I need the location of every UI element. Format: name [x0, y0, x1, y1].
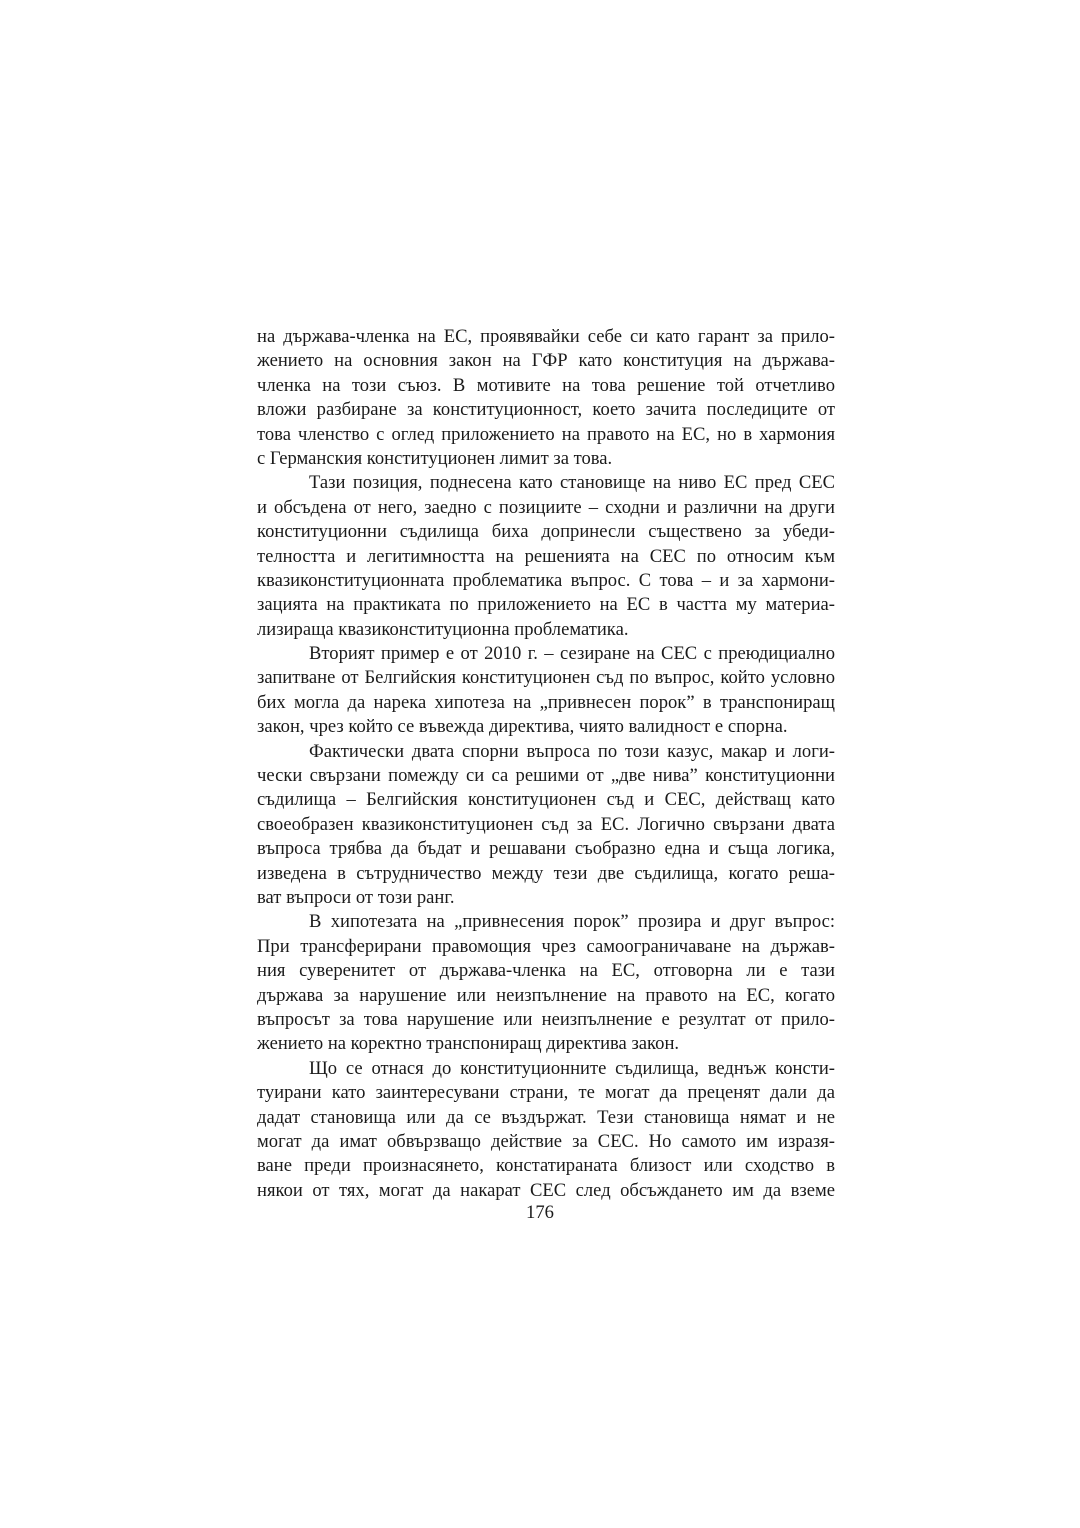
text-line: държава за нарушение или неизпълнение на правото на ЕС, когато: [257, 984, 835, 1006]
text-line: на държава-членка на ЕС, проявявайки себе си като гарант за прило-: [257, 326, 835, 347]
page-number: 176: [526, 1202, 554, 1223]
text-line: въпроса трябва да бъдат и решавани съобразно една и съща логика,: [257, 838, 835, 860]
text-line: При трансферирани правомощия чрез самоограничаване на държав-: [257, 935, 835, 957]
text-line: запитване от Белгийския конституционен съд по въпрос, който условно: [257, 667, 835, 689]
text-line: ване преди произнасянето, констатираната близост или сходство в: [257, 1155, 835, 1177]
text-line: закон, чрез който се въвежда директива, чиято валидност е спорна.: [257, 716, 788, 738]
text-line: с Германския конституционен лимит за това.: [257, 447, 613, 469]
text-line: телността и легитимността на решенията на СЕС по относим към: [257, 545, 835, 567]
text-line: Фактически двата спорни въпроса по този казус, макар и логи-: [309, 740, 835, 762]
body-text: [257, 325, 835, 1203]
text-line: ват въпроси от този ранг.: [257, 886, 455, 908]
text-line: квазиконституционната проблематика въпрос. С това – и за хармони-: [257, 569, 835, 591]
paragraph: [257, 642, 835, 740]
text-line: ния суверенитет от държава-членка на ЕС, отговорна ли е тази: [257, 960, 835, 982]
paragraph: [257, 910, 835, 1056]
text-line: своеобразен квазиконституционен съд за ЕС. Логично свързани двата: [257, 813, 835, 835]
text-line: някои от тях, могат да накарат СЕС след обсъждането им да вземе: [257, 1179, 835, 1201]
text-line: Що се отнася до конституционните съдилища, веднъж консти-: [309, 1057, 835, 1079]
text-line: В хипотезата на „привнесения порок” прозира и друг въпрос:: [309, 911, 835, 933]
text-line: съдилища – Белгийския конституционен съд и СЕС, действащ като: [257, 789, 835, 811]
text-line: Тази позиция, поднесена като становище на ниво ЕС пред СЕС: [309, 472, 835, 494]
text-line: жението на коректно транспониращ директива закон.: [257, 1033, 680, 1055]
text-line: Вторият пример е от 2010 г. – сезиране на СЕС с преюдициално: [309, 643, 835, 665]
text-line: зацията на практиката по приложението на ЕС в частта му материа-: [257, 594, 835, 616]
text-line: могат да имат обвързващо действие за СЕС. Но самото им изразя-: [257, 1130, 835, 1152]
text-line: бих могла да нарека хипотеза на „привнесен порок” в транспониращ: [257, 691, 835, 713]
text-line: конституционни съдилища биха допринесли съществено за убеди-: [257, 521, 835, 543]
text-line: жението на основния закон на ГФР като конституция на държава-: [257, 350, 835, 372]
text-line: вложи разбиране за конституционност, което зачита последиците от: [257, 399, 835, 421]
paragraph: [257, 325, 835, 471]
text-line: и обсъдена от него, заедно с позициите – сходни и различни на други: [257, 496, 835, 518]
text-line: въпросът за това нарушение или неизпълнение е резултат от прило-: [257, 1008, 835, 1030]
text-line: чески свързани помежду си са решими от „две нива” конституционни: [257, 765, 835, 787]
text-line: това членство с оглед приложението на правото на ЕС, но в хармония: [257, 423, 835, 445]
paragraph: [257, 471, 835, 642]
text-line: изведена в сътрудничество между тези две съдилища, когато реша-: [257, 862, 835, 884]
text-line: лизираща квазиконституционна проблематика.: [257, 618, 629, 640]
text-line: членка на този съюз. В мотивите на това решение той отчетливо: [257, 374, 835, 396]
paragraph: [257, 1057, 835, 1203]
text-line: дадат становища или да се въздържат. Тези становища нямат и не: [257, 1106, 835, 1128]
text-line: туирани като заинтересувани страни, те могат да преценят дали да: [257, 1082, 835, 1104]
paragraph: [257, 740, 835, 911]
